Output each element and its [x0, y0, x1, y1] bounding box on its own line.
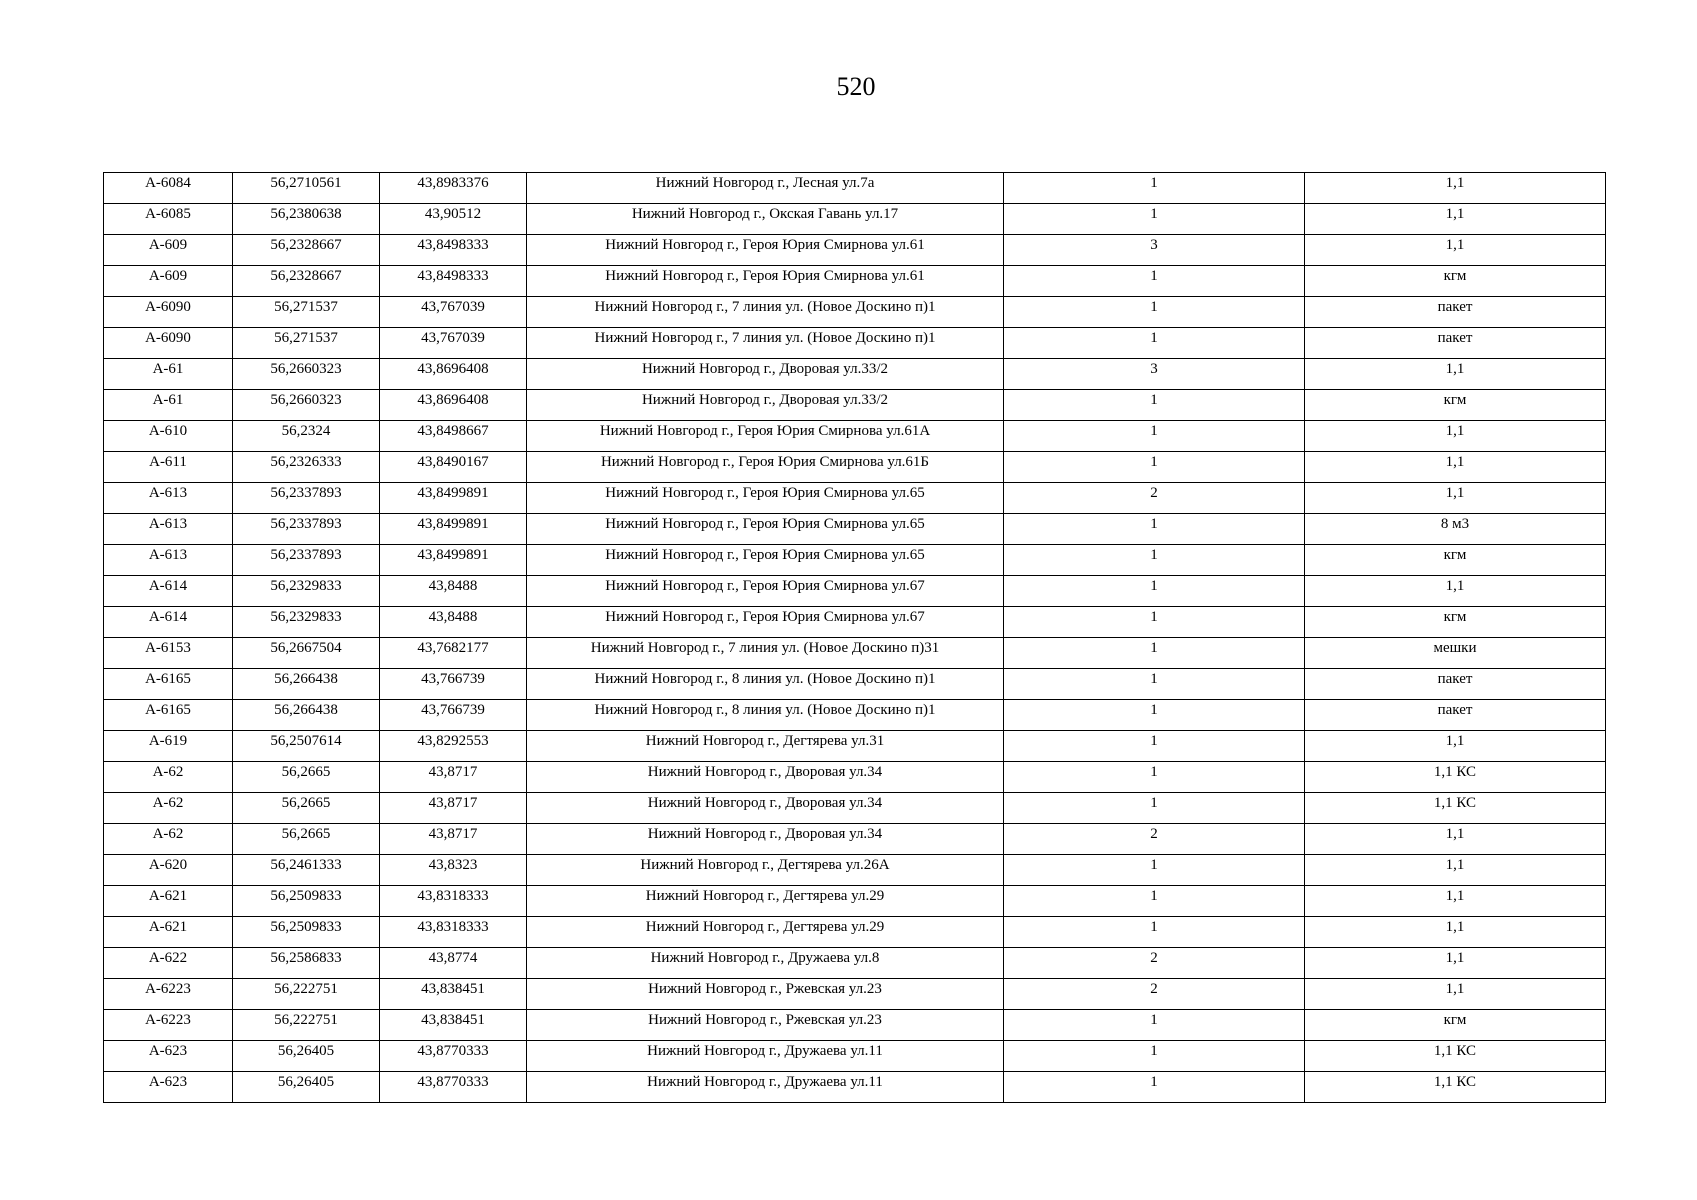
address-cell: Нижний Новгород г., Героя Юрия Смирнова ул.61А	[527, 421, 1004, 452]
latitude-cell: 56,2337893	[233, 483, 380, 514]
table-row	[104, 979, 1606, 1010]
table-row	[104, 421, 1606, 452]
longitude-cell: 43,766739	[380, 700, 527, 731]
count-cell: 1	[1004, 576, 1305, 607]
volume-cell: 1,1 КС	[1305, 762, 1606, 793]
count-cell: 1	[1004, 421, 1305, 452]
code-cell: А-6153	[104, 638, 233, 669]
volume-cell: пакет	[1305, 328, 1606, 359]
count-cell: 1	[1004, 886, 1305, 917]
longitude-cell: 43,8696408	[380, 390, 527, 421]
latitude-cell: 56,2586833	[233, 948, 380, 979]
volume-cell: 1,1 КС	[1305, 1041, 1606, 1072]
table-row	[104, 483, 1606, 514]
latitude-cell: 56,271537	[233, 297, 380, 328]
address-cell: Нижний Новгород г., 7 линия ул. (Новое Доскино п)1	[527, 328, 1004, 359]
volume-cell: пакет	[1305, 297, 1606, 328]
count-cell: 1	[1004, 607, 1305, 638]
address-cell: Нижний Новгород г., Лесная ул.7а	[527, 173, 1004, 204]
table-row	[104, 669, 1606, 700]
address-cell: Нижний Новгород г., Дворовая ул.33/2	[527, 359, 1004, 390]
table-row	[104, 576, 1606, 607]
code-cell: А-61	[104, 390, 233, 421]
code-cell: А-609	[104, 235, 233, 266]
volume-cell: кгм	[1305, 545, 1606, 576]
volume-cell: 1,1	[1305, 824, 1606, 855]
code-cell: А-6223	[104, 979, 233, 1010]
code-cell: А-620	[104, 855, 233, 886]
table-row	[104, 328, 1606, 359]
code-cell: А-6165	[104, 700, 233, 731]
longitude-cell: 43,8983376	[380, 173, 527, 204]
code-cell: А-6085	[104, 204, 233, 235]
table-row	[104, 855, 1606, 886]
code-cell: А-6084	[104, 173, 233, 204]
count-cell: 2	[1004, 948, 1305, 979]
volume-cell: 1,1	[1305, 359, 1606, 390]
latitude-cell: 56,2507614	[233, 731, 380, 762]
table-row	[104, 173, 1606, 204]
longitude-cell: 43,766739	[380, 669, 527, 700]
count-cell: 1	[1004, 638, 1305, 669]
volume-cell: кгм	[1305, 607, 1606, 638]
latitude-cell: 56,2665	[233, 762, 380, 793]
count-cell: 1	[1004, 545, 1305, 576]
latitude-cell: 56,2329833	[233, 576, 380, 607]
table-row	[104, 297, 1606, 328]
longitude-cell: 43,8498333	[380, 235, 527, 266]
address-cell: Нижний Новгород г., Героя Юрия Смирнова ул.61	[527, 235, 1004, 266]
latitude-cell: 56,266438	[233, 700, 380, 731]
latitude-cell: 56,2660323	[233, 390, 380, 421]
count-cell: 1	[1004, 731, 1305, 762]
latitude-cell: 56,271537	[233, 328, 380, 359]
count-cell: 1	[1004, 266, 1305, 297]
longitude-cell: 43,838451	[380, 1010, 527, 1041]
code-cell: А-6090	[104, 328, 233, 359]
address-cell: Нижний Новгород г., Дружаева ул.11	[527, 1041, 1004, 1072]
code-cell: А-613	[104, 545, 233, 576]
address-cell: Нижний Новгород г., Дегтярева ул.29	[527, 917, 1004, 948]
count-cell: 1	[1004, 917, 1305, 948]
code-cell: А-6090	[104, 297, 233, 328]
count-cell: 1	[1004, 452, 1305, 483]
table-row	[104, 948, 1606, 979]
latitude-cell: 56,2461333	[233, 855, 380, 886]
longitude-cell: 43,7682177	[380, 638, 527, 669]
longitude-cell: 43,767039	[380, 328, 527, 359]
longitude-cell: 43,8490167	[380, 452, 527, 483]
table-row	[104, 390, 1606, 421]
address-cell: Нижний Новгород г., Героя Юрия Смирнова ул.67	[527, 576, 1004, 607]
table-row	[104, 638, 1606, 669]
volume-cell: 1,1	[1305, 979, 1606, 1010]
count-cell: 3	[1004, 359, 1305, 390]
table-row	[104, 514, 1606, 545]
volume-cell: 1,1 КС	[1305, 1072, 1606, 1103]
count-cell: 1	[1004, 793, 1305, 824]
table-row	[104, 700, 1606, 731]
address-cell: Нижний Новгород г., Героя Юрия Смирнова ул.65	[527, 545, 1004, 576]
code-cell: А-623	[104, 1072, 233, 1103]
address-cell: Нижний Новгород г., Дегтярева ул.26А	[527, 855, 1004, 886]
volume-cell: 1,1	[1305, 917, 1606, 948]
latitude-cell: 56,2324	[233, 421, 380, 452]
address-cell: Нижний Новгород г., Окская Гавань ул.17	[527, 204, 1004, 235]
volume-cell: кгм	[1305, 390, 1606, 421]
latitude-cell: 56,2337893	[233, 545, 380, 576]
code-cell: А-62	[104, 762, 233, 793]
latitude-cell: 56,222751	[233, 1010, 380, 1041]
address-cell: Нижний Новгород г., 7 линия ул. (Новое Доскино п)1	[527, 297, 1004, 328]
longitude-cell: 43,8488	[380, 576, 527, 607]
count-cell: 1	[1004, 762, 1305, 793]
volume-cell: пакет	[1305, 700, 1606, 731]
table-row	[104, 359, 1606, 390]
longitude-cell: 43,8498667	[380, 421, 527, 452]
latitude-cell: 56,2667504	[233, 638, 380, 669]
latitude-cell: 56,26405	[233, 1072, 380, 1103]
code-cell: А-613	[104, 514, 233, 545]
latitude-cell: 56,2326333	[233, 452, 380, 483]
longitude-cell: 43,8498333	[380, 266, 527, 297]
count-cell: 2	[1004, 483, 1305, 514]
code-cell: А-611	[104, 452, 233, 483]
latitude-cell: 56,2509833	[233, 917, 380, 948]
table-row	[104, 1072, 1606, 1103]
code-cell: А-61	[104, 359, 233, 390]
longitude-cell: 43,8323	[380, 855, 527, 886]
count-cell: 1	[1004, 173, 1305, 204]
longitude-cell: 43,8499891	[380, 545, 527, 576]
longitude-cell: 43,8717	[380, 762, 527, 793]
longitude-cell: 43,8499891	[380, 483, 527, 514]
count-cell: 1	[1004, 390, 1305, 421]
address-cell: Нижний Новгород г., Героя Юрия Смирнова ул.65	[527, 483, 1004, 514]
volume-cell: 1,1	[1305, 483, 1606, 514]
code-cell: А-62	[104, 793, 233, 824]
address-cell: Нижний Новгород г., Героя Юрия Смирнова ул.65	[527, 514, 1004, 545]
code-cell: А-6223	[104, 1010, 233, 1041]
volume-cell: 1,1	[1305, 452, 1606, 483]
volume-cell: 1,1	[1305, 235, 1606, 266]
volume-cell: 1,1	[1305, 731, 1606, 762]
address-cell: Нижний Новгород г., Дружаева ул.11	[527, 1072, 1004, 1103]
table-row	[104, 731, 1606, 762]
longitude-cell: 43,8499891	[380, 514, 527, 545]
count-cell: 1	[1004, 297, 1305, 328]
count-cell: 2	[1004, 824, 1305, 855]
address-cell: Нижний Новгород г., Дворовая ул.33/2	[527, 390, 1004, 421]
table-row	[104, 266, 1606, 297]
longitude-cell: 43,8292553	[380, 731, 527, 762]
longitude-cell: 43,8488	[380, 607, 527, 638]
code-cell: А-613	[104, 483, 233, 514]
latitude-cell: 56,222751	[233, 979, 380, 1010]
table-row	[104, 1041, 1606, 1072]
table-row	[104, 824, 1606, 855]
longitude-cell: 43,8717	[380, 824, 527, 855]
longitude-cell: 43,8717	[380, 793, 527, 824]
table-row	[104, 793, 1606, 824]
latitude-cell: 56,2337893	[233, 514, 380, 545]
count-cell: 1	[1004, 204, 1305, 235]
latitude-cell: 56,266438	[233, 669, 380, 700]
table-row	[104, 235, 1606, 266]
latitude-cell: 56,2710561	[233, 173, 380, 204]
code-cell: А-610	[104, 421, 233, 452]
address-cell: Нижний Новгород г., 7 линия ул. (Новое Доскино п)31	[527, 638, 1004, 669]
longitude-cell: 43,767039	[380, 297, 527, 328]
volume-cell: кгм	[1305, 1010, 1606, 1041]
latitude-cell: 56,2328667	[233, 235, 380, 266]
longitude-cell: 43,8774	[380, 948, 527, 979]
latitude-cell: 56,2328667	[233, 266, 380, 297]
address-cell: Нижний Новгород г., Дворовая ул.34	[527, 793, 1004, 824]
table-row	[104, 917, 1606, 948]
volume-cell: 1,1	[1305, 204, 1606, 235]
volume-cell: 1,1	[1305, 886, 1606, 917]
longitude-cell: 43,8696408	[380, 359, 527, 390]
latitude-cell: 56,2380638	[233, 204, 380, 235]
volume-cell: 1,1	[1305, 576, 1606, 607]
longitude-cell: 43,8318333	[380, 917, 527, 948]
count-cell: 2	[1004, 979, 1305, 1010]
code-cell: А-614	[104, 607, 233, 638]
volume-cell: 1,1	[1305, 948, 1606, 979]
latitude-cell: 56,2660323	[233, 359, 380, 390]
volume-cell: кгм	[1305, 266, 1606, 297]
code-cell: А-6165	[104, 669, 233, 700]
table-row	[104, 545, 1606, 576]
latitude-cell: 56,2329833	[233, 607, 380, 638]
address-cell: Нижний Новгород г., Ржевская ул.23	[527, 1010, 1004, 1041]
volume-cell: 1,1	[1305, 421, 1606, 452]
table-row	[104, 762, 1606, 793]
page-number: 520	[836, 72, 876, 101]
longitude-cell: 43,8770333	[380, 1041, 527, 1072]
longitude-cell: 43,8318333	[380, 886, 527, 917]
code-cell: А-614	[104, 576, 233, 607]
volume-cell: мешки	[1305, 638, 1606, 669]
count-cell: 1	[1004, 514, 1305, 545]
table-row	[104, 607, 1606, 638]
address-cell: Нижний Новгород г., 8 линия ул. (Новое Доскино п)1	[527, 669, 1004, 700]
address-cell: Нижний Новгород г., Ржевская ул.23	[527, 979, 1004, 1010]
latitude-cell: 56,2509833	[233, 886, 380, 917]
table-row	[104, 452, 1606, 483]
address-cell: Нижний Новгород г., 8 линия ул. (Новое Доскино п)1	[527, 700, 1004, 731]
table-body	[104, 173, 1606, 1103]
volume-cell: 1,1	[1305, 855, 1606, 886]
address-cell: Нижний Новгород г., Дворовая ул.34	[527, 762, 1004, 793]
count-cell: 1	[1004, 700, 1305, 731]
code-cell: А-621	[104, 917, 233, 948]
code-cell: А-609	[104, 266, 233, 297]
code-cell: А-619	[104, 731, 233, 762]
address-cell: Нижний Новгород г., Героя Юрия Смирнова ул.61	[527, 266, 1004, 297]
table-row	[104, 204, 1606, 235]
latitude-cell: 56,2665	[233, 793, 380, 824]
count-cell: 1	[1004, 1010, 1305, 1041]
longitude-cell: 43,8770333	[380, 1072, 527, 1103]
volume-cell: 1,1	[1305, 173, 1606, 204]
data-table	[103, 172, 1606, 1103]
latitude-cell: 56,2665	[233, 824, 380, 855]
code-cell: А-62	[104, 824, 233, 855]
volume-cell: 1,1 КС	[1305, 793, 1606, 824]
longitude-cell: 43,90512	[380, 204, 527, 235]
address-cell: Нижний Новгород г., Героя Юрия Смирнова ул.61Б	[527, 452, 1004, 483]
code-cell: А-621	[104, 886, 233, 917]
count-cell: 1	[1004, 669, 1305, 700]
table-row	[104, 886, 1606, 917]
count-cell: 1	[1004, 1072, 1305, 1103]
volume-cell: 8 м3	[1305, 514, 1606, 545]
count-cell: 1	[1004, 855, 1305, 886]
count-cell: 1	[1004, 1041, 1305, 1072]
longitude-cell: 43,838451	[380, 979, 527, 1010]
volume-cell: пакет	[1305, 669, 1606, 700]
table-row	[104, 1010, 1606, 1041]
count-cell: 3	[1004, 235, 1305, 266]
address-cell: Нижний Новгород г., Дегтярева ул.31	[527, 731, 1004, 762]
count-cell: 1	[1004, 328, 1305, 359]
code-cell: А-622	[104, 948, 233, 979]
latitude-cell: 56,26405	[233, 1041, 380, 1072]
address-cell: Нижний Новгород г., Дружаева ул.8	[527, 948, 1004, 979]
code-cell: А-623	[104, 1041, 233, 1072]
address-cell: Нижний Новгород г., Героя Юрия Смирнова ул.67	[527, 607, 1004, 638]
address-cell: Нижний Новгород г., Дворовая ул.34	[527, 824, 1004, 855]
address-cell: Нижний Новгород г., Дегтярева ул.29	[527, 886, 1004, 917]
